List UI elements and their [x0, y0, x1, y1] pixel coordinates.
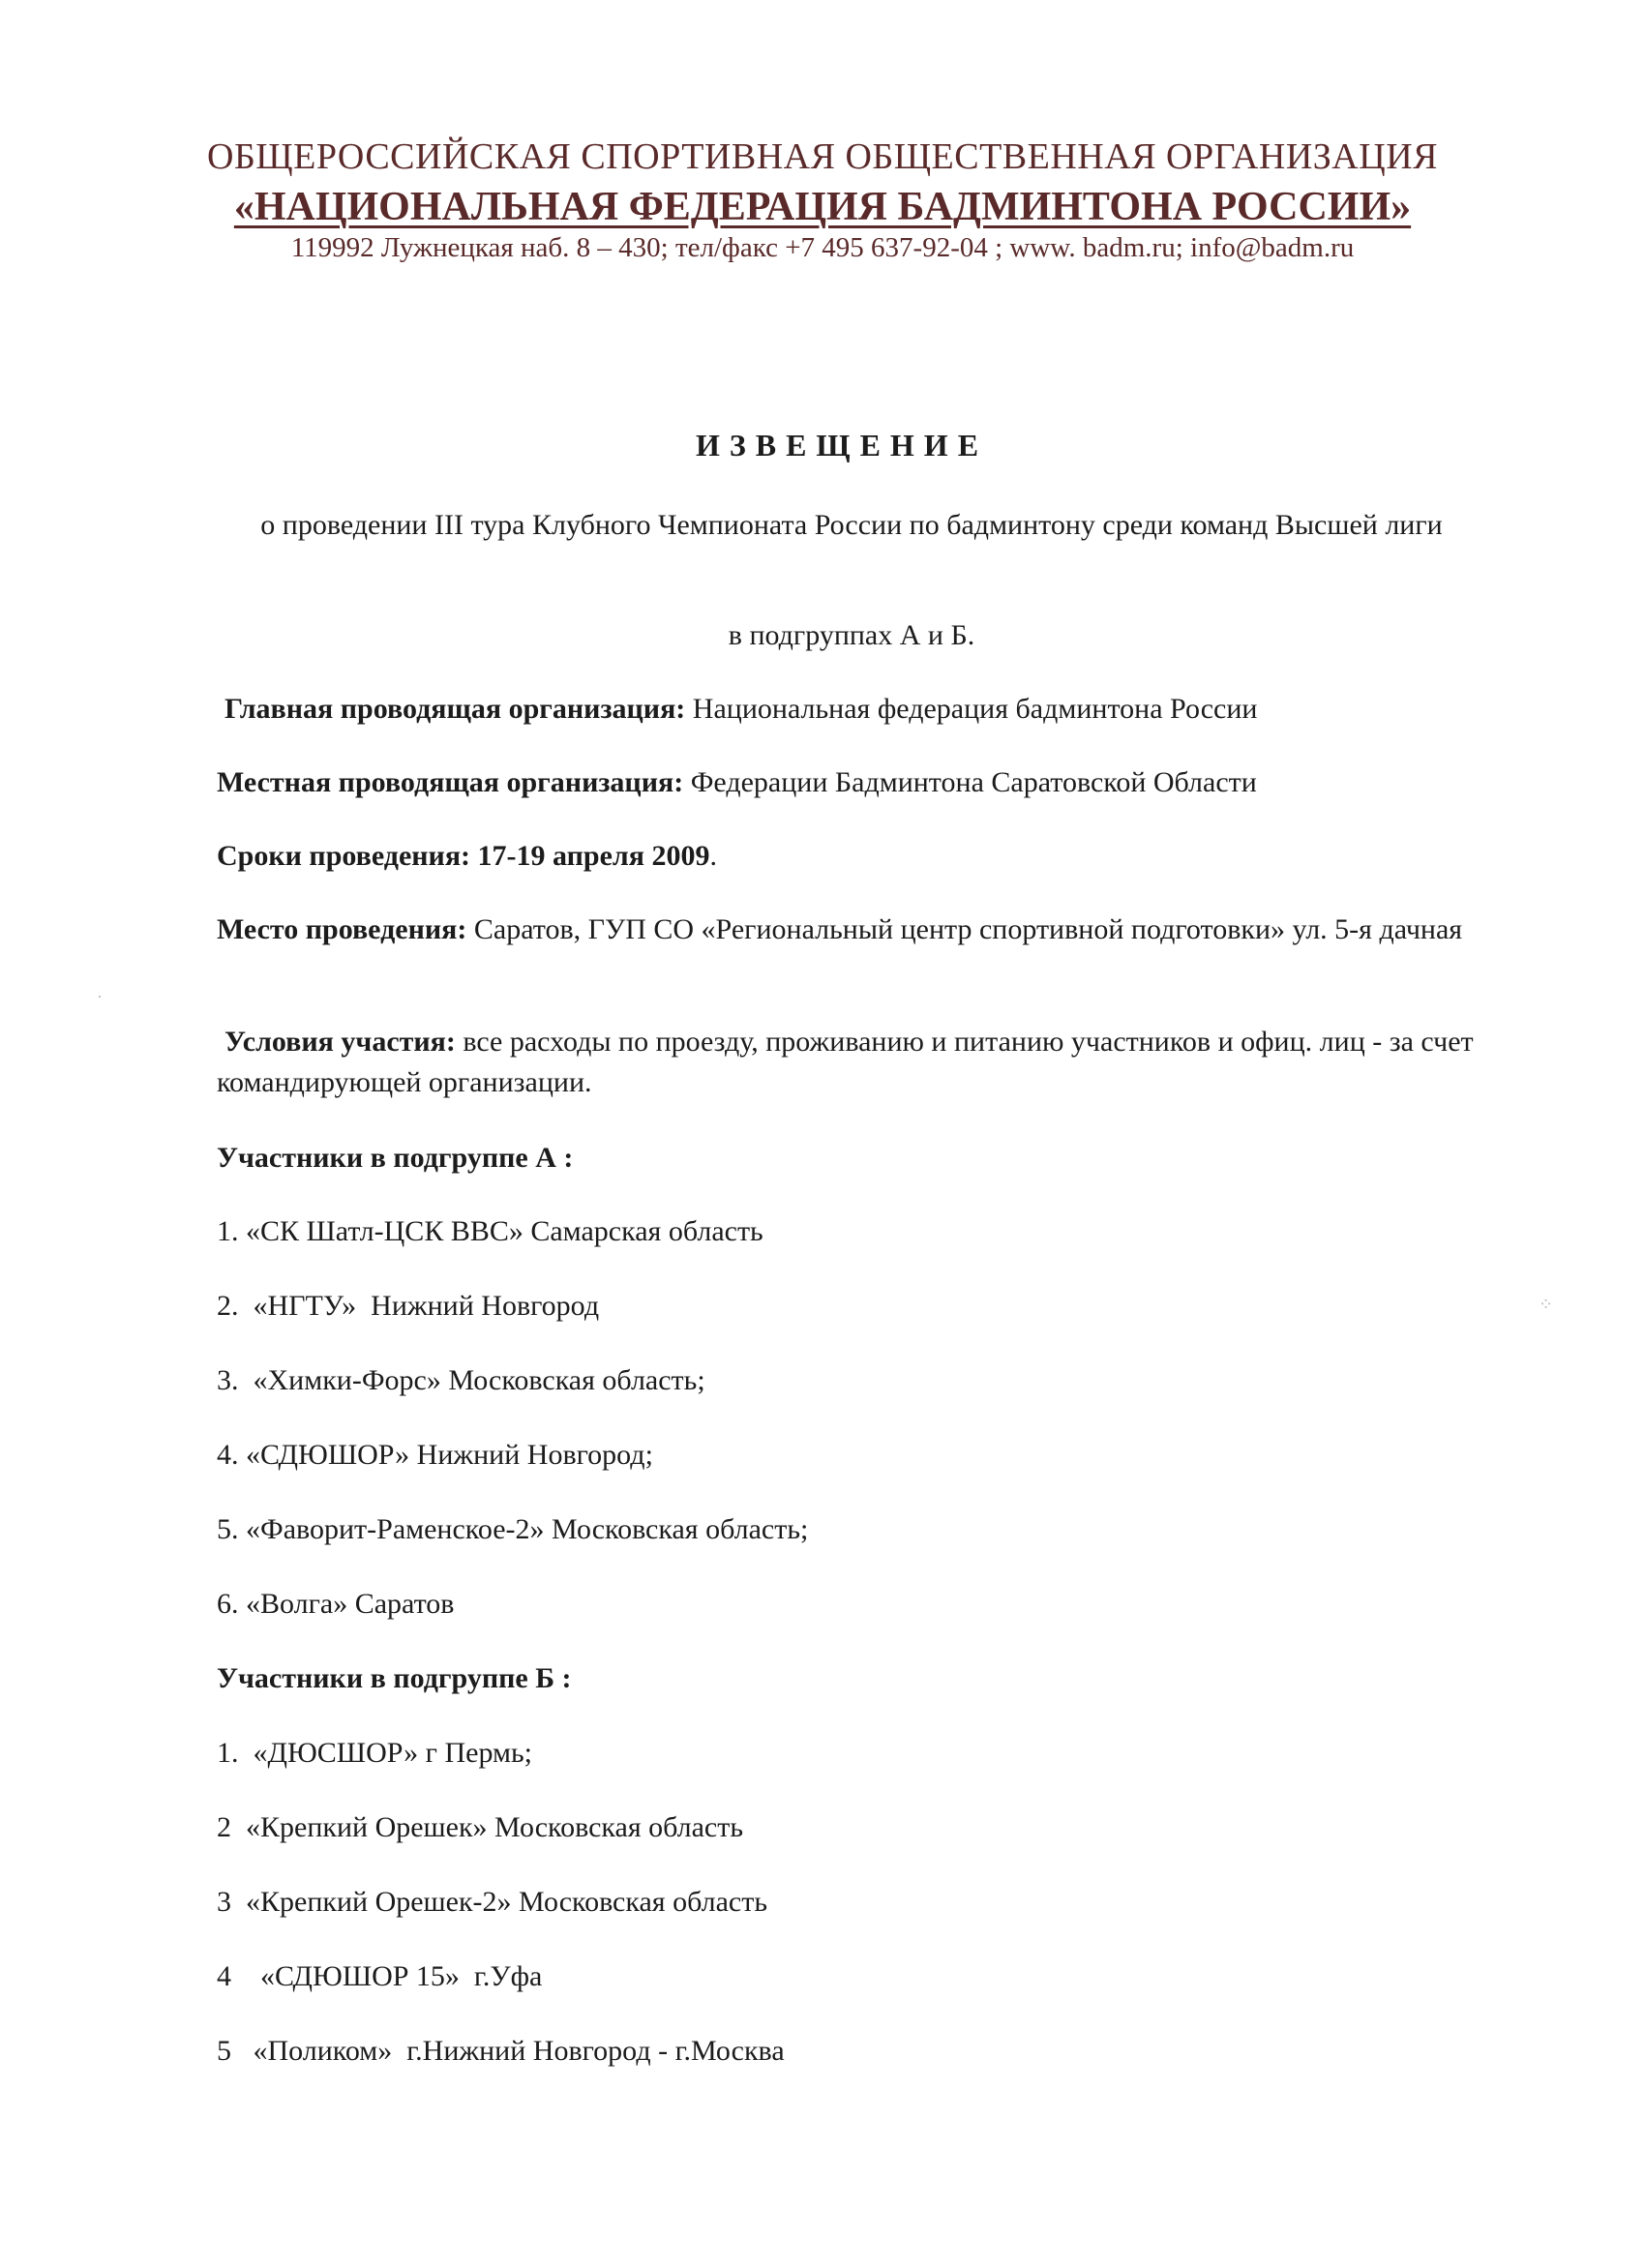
group-b-team: 2 «Крепкий Орешек» Московская область: [217, 1811, 744, 1843]
scan-speck: ⁘: [1539, 1295, 1554, 1314]
group-a-team: 5. «Фаворит-Раменское-2» Московская область;: [217, 1513, 809, 1545]
conditions-field: [217, 1022, 1484, 1103]
venue-label: Место проведения:: [217, 913, 467, 945]
notice-title: ИЗВЕЩЕНИЕ: [695, 428, 989, 463]
group-a-team: 6. «Волга» Саратов: [217, 1588, 455, 1620]
letterhead-org-type: ОБЩЕРОССИЙСКАЯ СПОРТИВНАЯ ОБЩЕСТВЕННАЯ ОРГАНИЗАЦИЯ: [207, 136, 1438, 177]
notice-subtitle: о проведении III тура Клубного Чемпионата России по бадминтону среди команд Высшей лиги: [260, 509, 1443, 541]
venue-field: [217, 910, 1475, 950]
group-b-team: 5 «Поликом» г.Нижний Новгород - г.Москва: [217, 2035, 785, 2067]
local-organizer-field: [217, 762, 1475, 803]
local-organizer-label: Местная проводящая организация:: [217, 766, 684, 798]
local-organizer-value: Федерации Бадминтона Саратовской Области: [683, 766, 1257, 798]
group-b-team: 1. «ДЮСШОР» г Пермь;: [217, 1737, 533, 1769]
main-organizer-field: [224, 689, 1482, 730]
group-a-team: 2. «НГТУ» Нижний Новгород: [217, 1290, 600, 1322]
dates-label: Сроки проведения: 17-19 апреля 2009: [217, 840, 710, 872]
conditions-label: Условия участия:: [224, 1026, 456, 1058]
group-a-team: 3. «Химки-Форс» Московская область;: [217, 1364, 705, 1396]
letterhead-org-name: «НАЦИОНАЛЬНАЯ ФЕДЕРАЦИЯ БАДМИНТОНА РОССИИ»: [233, 185, 1412, 229]
group-a-team: 1. «СК Шатл-ЦСК ВВС» Самарская область: [217, 1215, 763, 1247]
scan-speck: ·: [97, 987, 103, 1006]
group-b-team: 4 «СДЮШОР 15» г.Уфа: [217, 1960, 543, 1992]
dates-value: .: [709, 840, 717, 872]
group-b-team: 3 «Крепкий Орешек-2» Московская область: [217, 1886, 768, 1918]
group-b-heading: Участники в подгруппе Б :: [217, 1662, 572, 1694]
venue-value: Саратов, ГУП СО «Региональный центр спортивной подготовки» ул. 5-я дачная: [466, 913, 1463, 945]
dates-field: [217, 836, 1475, 877]
group-a-team: 4. «СДЮШОР» Нижний Новгород;: [217, 1439, 653, 1471]
notice-subgroups: в подгруппах А и Б.: [728, 619, 975, 651]
conditions-value: все расходы по проезду, проживанию и питанию участников и офиц. лиц - за счет командирующей организации.: [217, 1026, 1474, 1098]
main-organizer-label: Главная проводящая организация:: [224, 693, 686, 725]
letterhead-contacts: 119992 Лужнецкая наб. 8 – 430; тел/факс +7 495 637-92-04 ; www. badm.ru; info@badm.ru: [290, 232, 1355, 263]
main-organizer-value: Национальная федерация бадминтона России: [685, 693, 1258, 725]
group-a-heading: Участники в подгруппе А :: [217, 1142, 574, 1174]
